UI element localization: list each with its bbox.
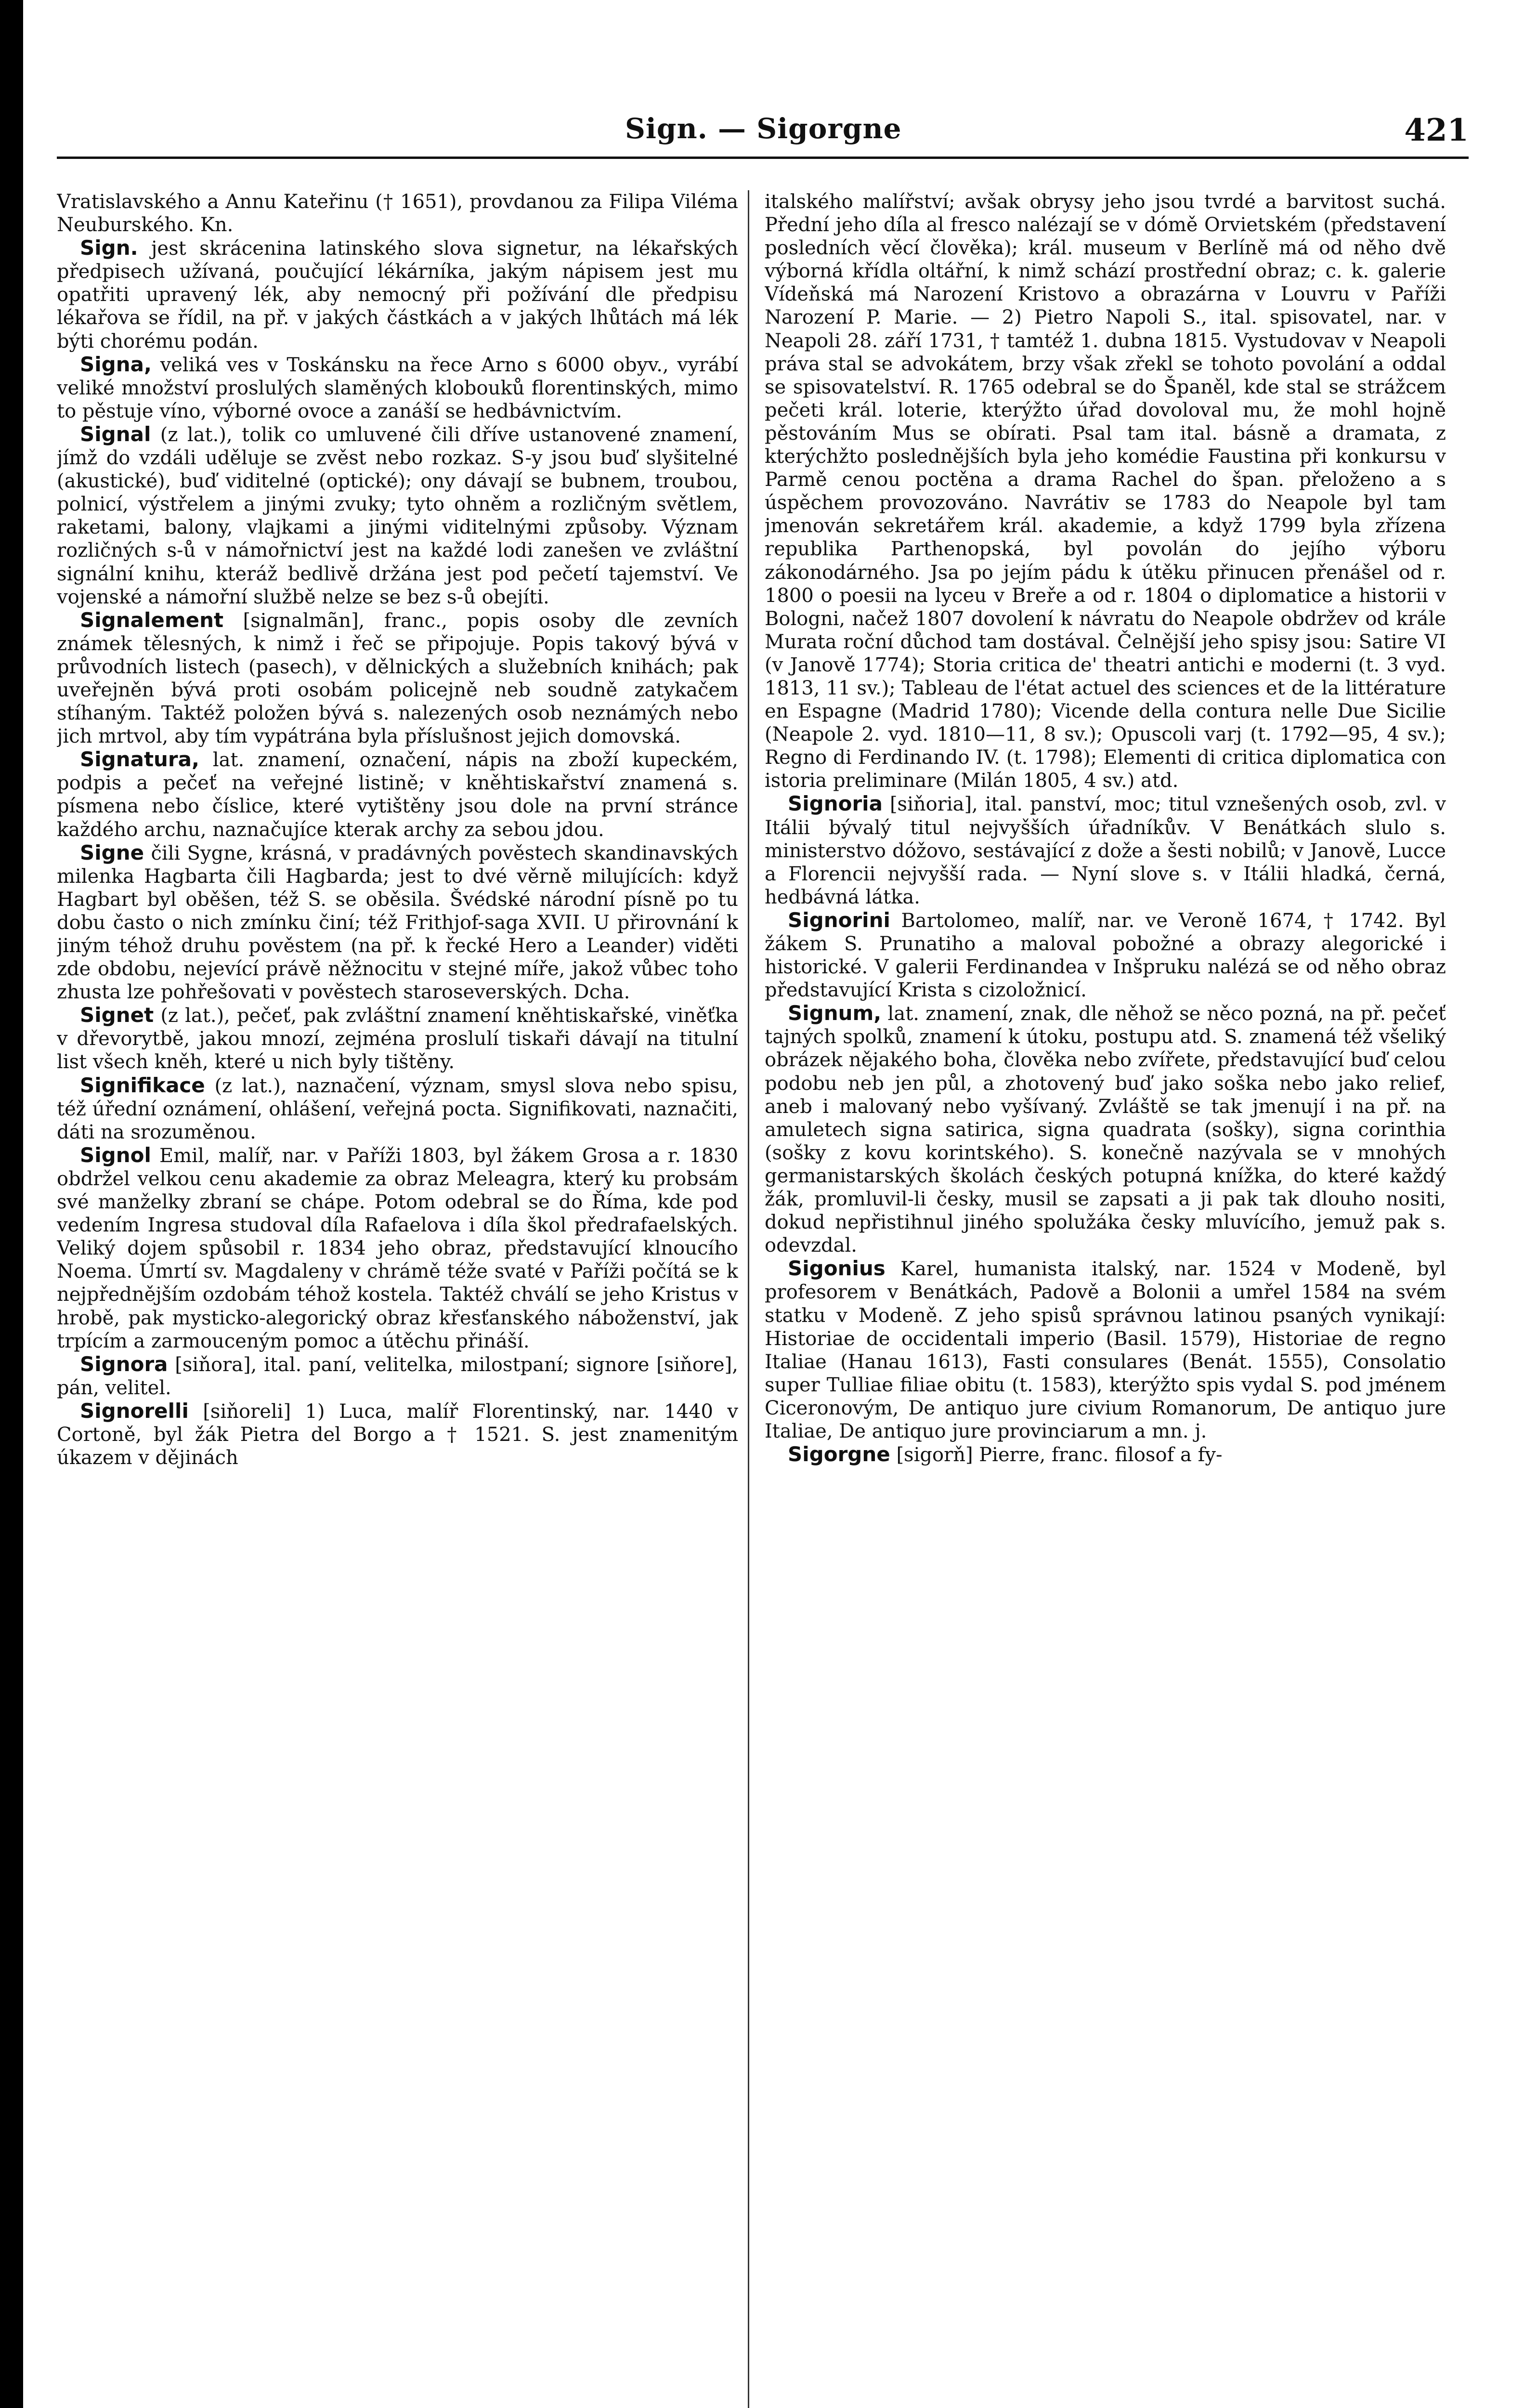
dictionary-entry: [57, 1004, 738, 1073]
running-head: Sign. — Sigorgne: [625, 112, 902, 145]
dictionary-entry: [57, 1400, 738, 1469]
dictionary-entry: [765, 190, 1446, 792]
dictionary-entry: [57, 1353, 738, 1400]
entry-text: (z lat.), naznačení, význam, smysl slova nebo spisu, též úřední oznámení, ohlášení, veřejná pocta. Signifikovati, naznačiti, dáti na srozuměnou.: [57, 1074, 738, 1143]
entry-headword: Sign.: [80, 236, 138, 260]
entry-text: Karel, humanista italský, nar. 1524 v Modeně, byl profesorem v Benátkách, Padově a Bolonii a umřel 1584 na svém statku v Modeně. Z jeho spisů správnou latinou psaných vynikají: Historiae de occidentali imperio (Basil. 1579), Historiae de regno Italiae (Hanau 1613), Fasti consulares (Benát. 1555), Consolatio super Tulliae filiae obitu (t. 1583), kterýžto spis vydal S. pod jménem Ciceronovým, De antiquo jure civium Romanorum, De antiquo jure Italiae, De antiquo jure provinciarum a mn. j.: [765, 1258, 1446, 1442]
entry-headword: Signatura,: [80, 747, 199, 772]
entry-text: [signalmãn], franc., popis osoby dle zevních známek tělesných, k nimž i řeč se připojuje. Popis takový bývá v průvodních listech (pasech), v dělnických a služebních knihách; pak uveřejněn bývá proti osobám policejně neb soudně zatykačem stíhaným. Taktéž položen bývá s. nalezených osob neznámých nebo jich mrtvol, aby tím vypátrána byla příslušnost jejich domovská.: [57, 609, 738, 748]
dictionary-entry: [765, 909, 1446, 1002]
entry-headword: Signa,: [80, 352, 152, 376]
entry-headword: Signum,: [788, 1001, 882, 1025]
right-column: [765, 190, 1446, 2408]
entry-text: [siňoreli] 1) Luca, malíř Florentinský, nar. 1440 v Cortoně, byl žák Pietra del Borgo a † 1521. S. jest znamenitým úkazem v dějinách: [57, 1400, 738, 1469]
entry-text: jest skrácenina latinského slova signetur, na lékařských předpisech užívaná, poučující lékárníka, jakým nápisem jest mu opatřiti upravený lék, aby nemocný při požívání dle předpisu lékařova se řídil, na př. v jakých částkách a v jakých lhůtách má lék býti chorému podán.: [57, 237, 738, 353]
dictionary-entry: [57, 841, 738, 1004]
entry-headword: Signal: [80, 422, 151, 446]
entry-headword: Signalement: [80, 608, 224, 632]
dictionary-entry: [765, 1443, 1446, 1466]
entry-text: italského malířství; avšak obrysy jeho jsou tvrdé a barvitost suchá. Přední jeho díla al fresco nalézají se v dómě Orvietském (představení posledních věcí člověka); král. museum v Berlíně má od něho dvě výborná křídla oltářní, k nimž schází prostřední obraz; c. k. galerie Vídeňská má Narození Kristovo a obrazárna v Louvru v Paříži Narození P. Marie. — 2) Pietro Napoli S., ital. spisovatel, nar. v Neapoli 28. září 1731, † tamtéž 1. dubna 1815. Vystudovav v Neapoli práva stal se advokátem, brzy však zřekl se tohoto povolání a oddal se spisovatelství. R. 1765 odebral se do Španěl, kde stal se strážcem pečeti král. loterie, kterýžto úřad dovoloval mu, že mohl hojně pěstováním Mus se obírati. Psal tam ital. básně a dramata, z kterýchžto poslednějších byla jeho komédie Faustina při konkursu v Parmě cenou poctěna a drama Rachel do špan. přeloženo a s úspěchem provozováno. Navrátiv se 1783 do Neapole byl tam jmenován sekretářem král. akademie, a když 1799 byla zřízena republika Parthenopská, byl povolán do jejího výboru zákonodárného. Jsa po jejím pádu k útěku přinucen přenášel od r. 1800 o poesii na lyceu v Breře a od r. 1804 o diplomatice a historii v Bologni, načež 1807 dovolení k návratu do Neapole obdržev od krále Murata roční důchod tam dostával. Čelnější jeho spisy jsou: Satire VI (v Janově 1774); Storia critica de' theatri antichi e moderni (t. 3 vyd. 1813, 11 sv.); Tableau de l'état actuel des sciences et de la littérature en Espagne (Madrid 1780); Vicende della contura nelle Due Sicilie (Neapole 2. vyd. 1810—11, 8 sv.); Opuscoli varj (t. 1792—95, 4 sv.); Regno di Ferdinando IV. (t. 1798); Elementi di critica diplomatica con istoria preliminare (Milán 1805, 4 sv.) atd.: [765, 191, 1446, 792]
entry-headword: Signet: [80, 1003, 154, 1027]
entry-headword: Signorelli: [80, 1399, 189, 1423]
dictionary-page: [23, 0, 1524, 2408]
dictionary-entry: [57, 1144, 738, 1353]
entry-headword: Sigorgne: [788, 1442, 890, 1466]
entry-text: lat. znamení, označení, nápis na zboží kupeckém, podpis a pečeť na veřejné listině; v kněhtiskařství znamená s. písmena nebo číslice, které vytištěny jsou dole na první stránce každého archu, naznačujíce kterak archy za sebou jdou.: [57, 749, 738, 841]
dictionary-entry: [57, 1074, 738, 1144]
entry-text: veliká ves v Toskánsku na řece Arno s 6000 obyv., vyrábí veliké množství proslulých slaměných klobouků florentinských, mimo to pěstuje víno, výborné ovoce a zanáší se hedbávnictvím.: [57, 353, 738, 422]
entry-headword: Signe: [80, 840, 144, 864]
entry-text: Bartolomeo, malíř, nar. ve Veroně 1674, † 1742. Byl žákem S. Prunatiho a maloval pobožné a obrazy alegorické i historické. V galerii Ferdinandea v Inšpruku nalézá se od něho obraz představující Krista s cizoložnicí.: [765, 909, 1446, 1002]
dictionary-entry: [765, 792, 1446, 908]
dictionary-entry: [57, 748, 738, 841]
dictionary-entry: [57, 190, 738, 236]
entry-text: (z lat.), pečeť, pak zvláštní znamení kněhtiskařské, viněťka v dřevorytbě, jakou mnozí, zejména proslulí tiskaři dávají na titulní list všech kněh, které u nich byly tištěny.: [57, 1005, 738, 1073]
entry-text: [siňoria], ital. panství, moc; titul vznešených osob, zvl. v Itálii bývalý titul nejvyšších úřadníkův. V Benátkách slulo s. ministerstvo dóžovo, sestávající z dože a šesti nobilů; v Janově, Lucce a Florencii nejvyšší rada. — Nyní slove s. v Itálii hladká, černá, hedbávná látka.: [765, 793, 1446, 908]
page-number: 421: [1404, 112, 1469, 148]
dictionary-entry: [57, 353, 738, 423]
entry-text: čili Sygne, krásná, v pradávných pověstech skandinavských milenka Hagbarta čili Hagbarda; jest to dvé věrně milujících: když Hagbart byl oběšen, též S. se oběsila. Švédské národní písně po tu dobu často o nich zmínku činí; též Frithjof-saga XVII. U přirovnání k jiným téhož druhu pověstem (na př. k řecké Hero a Leander) viděti zde obdobu, nejevící právě něžnocitu v stejné míře, jakož vůbec toho zhusta lze pohřešovati v pověstech staroseverských. Dcha.: [57, 842, 738, 1004]
entry-headword: Signorini: [788, 908, 890, 932]
entry-headword: Sigonius: [788, 1256, 886, 1281]
column-divider: [748, 190, 749, 2408]
entry-headword: Signifikace: [80, 1073, 205, 1097]
entry-text: (z lat.), tolik co umluvené čili dříve ustanovené znamení, jímž do vzdáli uděluje se zvěst nebo rozkaz. S-y jsou buď slyšitelné (akustické), buď viditelné (optické); ony dávají se bubnem, troubou, polnicí, výstřelem a jinými zvuky; tyto ohněm a rozličným světlem, raketami, balony, vlajkami a jinými viditelnými způsoby. Význam rozličných s-ů v námořnictví jest na každé lodi zanešen ve zvláštní signální knihu, kteráž bedlivě držána jest pod pečetí tajemství. Ve vojenské a námořní službě nelze se bez s-ů obejíti.: [57, 423, 738, 608]
entry-text: Emil, malíř, nar. v Paříži 1803, byl žákem Grosa a r. 1830 obdržel velkou cenu akademie za obraz Meleagra, který ku probsám své manželky zbraní se chápe. Potom odebral se do Říma, kde pod vedením Ingresa studoval díla Rafaelova i díla škol předrafaelských. Veliký dojem spůsobil r. 1834 jeho obraz, představující klnoucího Noema. Úmrtí sv. Magdaleny v chrámě téže svaté v Paříži počítá se k nejpřednějším ozdobám téhož kostela. Taktéž chválí se jeho Kristus v hrobě, pak mysticko-alegorický obraz křesťanského náboženství, jak trpícím a zarmouceným pomoc a útěchu přináší.: [57, 1144, 738, 1352]
entry-text: [siňora], ital. paní, velitelka, milostpaní; signore [siňore], pán, velitel.: [57, 1353, 738, 1399]
entry-headword: Signoria: [788, 792, 883, 816]
dictionary-entry: [57, 423, 738, 609]
entry-headword: Signol: [80, 1143, 151, 1167]
entry-text: Vratislavského a Annu Kateřinu († 1651), provdanou za Filipa Viléma Neuburského. Kn.: [57, 191, 738, 236]
dictionary-entry: [765, 1257, 1446, 1443]
dictionary-entry: [57, 236, 738, 353]
entry-text: lat. znamení, znak, dle něhož se něco pozná, na př. pečeť tajných spolků, znamení k útoku, postupu atd. S. znamená též všeliký obrázek nějakého boha, člověka nebo zvířete, představující buď celou podobu neb jen půl, a zhotovený buď jako soška nebo jako relief, aneb i malovaný nebo vyšívaný. Zvláště se tak jmenují i na př. na amuletech signa satirica, signa quadrata (sošky), signa corinthia (sošky z kovu korintského). S. konečně nazývala se v mnohých germanistarských školách českých potupná knížka, do které každý žák, promluvil-li česky, musil se zapsati a ji pak tak dlouho nositi, dokud nepřistihnul jiného spolužáka česky mluvícího, jemuž pak s. odevzdal.: [765, 1003, 1446, 1257]
entry-text: [sigorň] Pierre, franc. filosof a fy-: [896, 1444, 1223, 1466]
entry-headword: Signora: [80, 1352, 168, 1376]
left-column: [57, 190, 738, 2408]
page-header: [23, 108, 1524, 161]
header-rule: [57, 157, 1469, 159]
dictionary-entry: [765, 1002, 1446, 1257]
dictionary-entry: [57, 609, 738, 748]
